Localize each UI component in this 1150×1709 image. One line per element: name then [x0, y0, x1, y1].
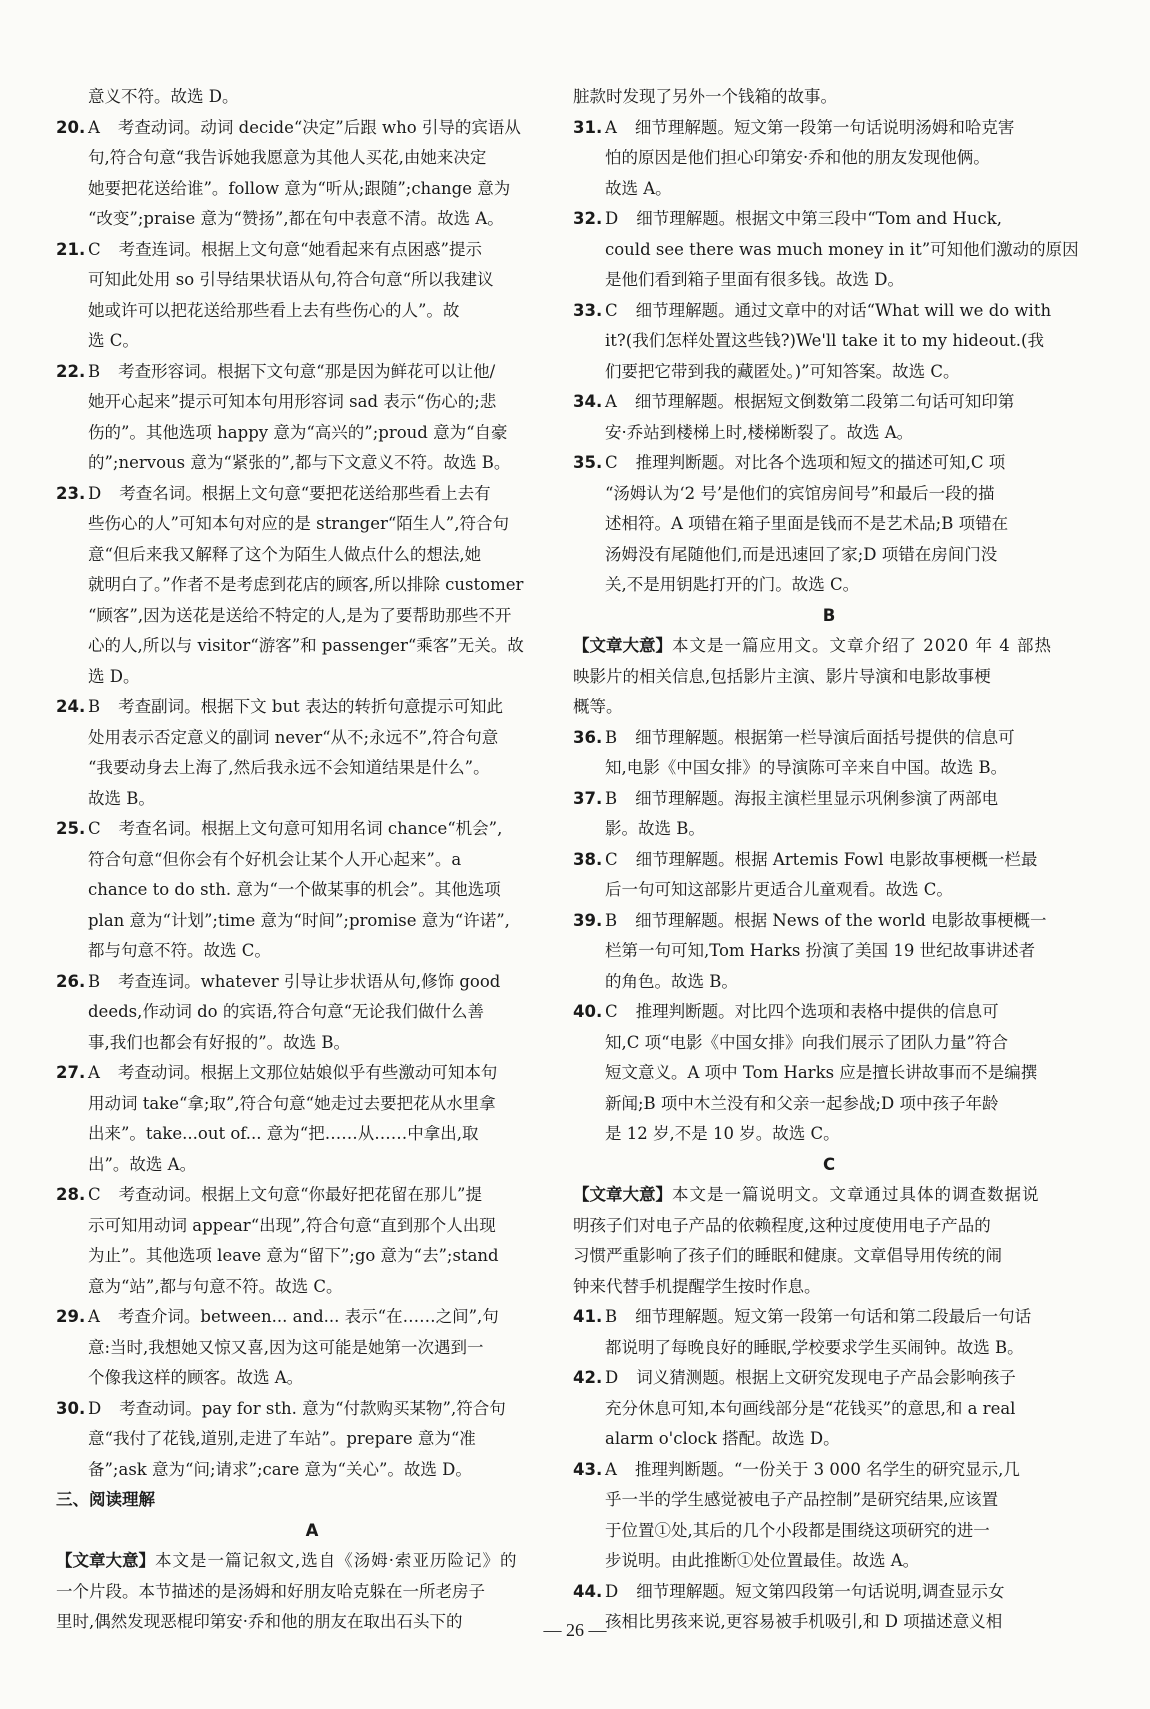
explanation-line: 汤姆没有尾随他们,而是迅速回了家;D 项错在房间门没 — [605, 544, 998, 564]
explanation-line: 心的人,所以与 visitor“游客”和 passenger“乘客”无关。故 — [88, 636, 524, 655]
explanation-line: 述相符。A 项错在箱子里面是钱而不是艺术品;B 项错在 — [605, 514, 1009, 533]
answer-item — [56, 967, 568, 998]
answer-letter: C — [605, 849, 618, 869]
answer-letter: A — [88, 117, 100, 137]
answer-letter: B — [605, 788, 618, 808]
explanation-line: 句,符合句意“我告诉她我愿意为其他人买花,由她来决定 — [88, 148, 487, 167]
explanation-line: 故选 B。 — [88, 788, 155, 808]
question-number: 35. — [573, 453, 603, 472]
explanation-text: 推理判断题。对比各个选项和短文的描述可知,C 项 — [635, 453, 1006, 472]
answer-letter: B — [605, 910, 618, 930]
answer-item — [573, 204, 1085, 235]
question-number: 38. — [573, 849, 603, 869]
explanation-line: 都说明了每晚良好的睡眠,学校要求学生买闹钟。故选 B。 — [605, 1337, 1024, 1357]
answer-letter: B — [605, 1307, 618, 1326]
explanation-line: 关,不是用钥匙打开的门。故选 C。 — [605, 575, 860, 594]
answer-item — [573, 1363, 1085, 1394]
question-number: 29. — [56, 1307, 86, 1326]
question-number: 43. — [573, 1459, 603, 1479]
explanation-line: 影。故选 B。 — [605, 819, 705, 838]
explanation-line: plan 意为“计划”;time 意为“时间”;promise 意为“许诺”, — [88, 910, 510, 930]
question-number: 30. — [56, 1398, 86, 1418]
answer-item — [56, 235, 568, 266]
summary-line: 一个片段。本节描述的是汤姆和好朋友哈克躲在一所老房子 — [56, 1581, 485, 1601]
question-number: 39. — [573, 910, 603, 930]
answer-letter: B — [605, 727, 618, 747]
explanation-line: 故选 A。 — [605, 178, 672, 198]
article-summary — [573, 631, 1085, 662]
explanation-line: 的”;nervous 意为“紧张的”,都与下文意义不符。故选 B。 — [88, 453, 511, 472]
question-number: 42. — [573, 1368, 603, 1387]
explanation-text: 考查动词。pay for sth. 意为“付款购买某物”,符合句 — [119, 1398, 506, 1418]
question-number: 21. — [56, 239, 86, 259]
summary-text: 本文是一篇记叙文,选自《汤姆·索亚历险记》的 — [155, 1551, 518, 1570]
answer-item — [56, 479, 568, 510]
explanation-text: 考查副词。根据下文 but 表达的转折句意提示可知此 — [118, 697, 503, 716]
answer-letter: B — [88, 361, 101, 381]
answer-letter: D — [88, 1398, 102, 1418]
explanation-line: 用动词 take“拿;取”,符合句意“她走过去要把花从水里拿 — [88, 1093, 496, 1113]
explanation-text: 细节理解题。短文第一段第一句话说明汤姆和哈克害 — [634, 117, 1015, 137]
answer-letter: A — [605, 392, 617, 411]
explanation-line: 安·乔站到楼梯上时,楼梯断裂了。故选 A。 — [605, 422, 914, 442]
answer-item — [56, 692, 568, 723]
answer-item — [573, 997, 1085, 1028]
explanation-text: 细节理解题。根据 News of the world 电影故事梗概一 — [635, 910, 1047, 930]
answer-letter: D — [605, 209, 619, 228]
explanation-text: 细节理解题。通过文章中的对话“What will we do with — [635, 300, 1052, 320]
explanation-line: deeds,作动词 do 的宾语,符合句意“无论我们做什么善 — [88, 1002, 485, 1021]
question-number: 25. — [56, 819, 86, 838]
explanation-line: “顾客”,因为送花是送给不特定的人,是为了要帮助那些不开 — [88, 605, 512, 625]
answer-item — [573, 113, 1085, 144]
answer-item — [573, 906, 1085, 937]
answer-item — [573, 845, 1085, 876]
explanation-text: 细节理解题。根据短文倒数第二段第二句话可知印第 — [634, 392, 1015, 411]
explanation-text: 考查动词。根据上文那位姑娘似乎有些激动可知本句 — [117, 1063, 498, 1082]
answer-letter: D — [605, 1368, 619, 1387]
question-number: 27. — [56, 1063, 86, 1082]
explanation-text: 细节理解题。短文第四段第一句话说明,调查显示女 — [636, 1581, 1005, 1601]
explanation-text: 细节理解题。根据文中第三段中“Tom and Huck, — [636, 209, 1002, 228]
explanation-line: could see there was much money in it”可知他们激动的原因 — [605, 239, 1079, 259]
explanation-line: 的角色。故选 B。 — [605, 971, 738, 991]
summary-text: 本文是一篇说明文。文章通过具体的调查数据说 — [672, 1185, 1040, 1204]
page-number: — 26 — — [543, 1620, 607, 1640]
explanation-text: 考查名词。根据上文句意可知用名词 chance“机会”, — [118, 819, 503, 838]
question-number: 22. — [56, 361, 86, 381]
explanation-line: 意义不符。故选 D。 — [88, 87, 239, 106]
answer-item — [573, 1302, 1085, 1333]
explanation-line: 伤的”。其他选项 happy 意为“高兴的”;proud 意为“自豪 — [88, 422, 508, 442]
summary-line: 习惯严重影响了孩子们的睡眠和健康。文章倡导用传统的闹 — [573, 1246, 1002, 1265]
question-number: 41. — [573, 1307, 603, 1326]
explanation-text: 考查动词。动词 decide“决定”后跟 who 引导的宾语从 — [117, 117, 521, 137]
answer-item — [573, 1455, 1085, 1486]
explanation-line: 就明白了。”作者不是考虑到花店的顾客,所以排除 customer — [88, 575, 524, 594]
explanation-text: 考查介词。between... and... 表示“在……之间”,句 — [117, 1307, 499, 1326]
question-number: 40. — [573, 1002, 603, 1021]
explanation-line: “我要动身去上海了,然后我永远不会知道结果是什么”。 — [88, 758, 490, 777]
explanation-line: 她开心起来”提示可知本句用形容词 sad 表示“伤心的;悲 — [88, 392, 497, 411]
question-number: 44. — [573, 1581, 603, 1601]
explanation-text: 考查连词。根据上文句意“她看起来有点困惑”提示 — [118, 239, 482, 259]
explanation-text: 细节理解题。根据 Artemis Fowl 电影故事梗概一栏最 — [635, 849, 1038, 869]
summary-line: 脏款时发现了另外一个钱箱的故事。 — [573, 87, 837, 106]
explanation-line: 出”。故选 A。 — [88, 1154, 197, 1174]
explanation-line: 短文意义。A 项中 Tom Harks 应是擅长讲故事而不是编撰 — [605, 1063, 1038, 1082]
explanation-text: 推理判断题。对比四个选项和表格中提供的信息可 — [635, 1002, 999, 1021]
explanation-line: 意为“站”,都与句意不符。故选 C。 — [88, 1276, 343, 1296]
explanation-line: 新闻;B 项中木兰没有和父亲一起参战;D 项中孩子年龄 — [605, 1093, 999, 1113]
explanation-line: 栏第一句可知,Tom Harks 扮演了美国 19 世纪故事讲述者 — [605, 941, 1036, 960]
answer-letter: C — [605, 1002, 618, 1021]
explanation-line: 意“但后来我又解释了这个为陌生人做点什么的想法,她 — [88, 544, 482, 564]
explanation-line: 可知此处用 so 引导结果状语从句,符合句意“所以我建议 — [88, 270, 494, 289]
summary-label: 【文章大意】 — [573, 1185, 672, 1204]
answer-letter: A — [605, 1459, 617, 1479]
answer-item — [56, 1302, 568, 1333]
answer-letter: B — [88, 697, 101, 716]
explanation-text: 细节理解题。根据第一栏导演后面括号提供的信息可 — [635, 727, 1015, 747]
explanation-line: “改变”;praise 意为“赞扬”,都在句中表意不清。故选 A。 — [88, 209, 504, 228]
answer-item — [56, 357, 568, 388]
explanation-line: 选 C。 — [88, 331, 139, 350]
summary-line: 明孩子们对电子产品的依赖程度,这种过度使用电子产品的 — [573, 1215, 991, 1235]
summary-text: 本文是一篇应用文。文章介绍了 2020 年 4 部热 — [672, 636, 1052, 655]
answer-letter: D — [605, 1581, 619, 1601]
summary-label: 【文章大意】 — [56, 1551, 155, 1570]
summary-line: 映影片的相关信息,包括影片主演、影片导演和电影故事梗 — [573, 666, 991, 686]
explanation-line: 怕的原因是他们担心印第安·乔和他的朋友发现他俩。 — [605, 148, 990, 167]
answer-item — [573, 723, 1085, 754]
answer-item — [573, 784, 1085, 815]
explanation-line: alarm o'clock 搭配。故选 D。 — [605, 1429, 840, 1448]
summary-line: 里时,偶然发现恶棍印第安·乔和他的朋友在取出石头下的 — [56, 1612, 463, 1631]
explanation-line: 知,电影《中国女排》的导演陈可辛来自中国。故选 B。 — [605, 758, 1008, 777]
answer-item — [56, 814, 568, 845]
question-number: 34. — [573, 392, 603, 411]
article-summary — [573, 1180, 1085, 1211]
explanation-line: 充分休息可知,本句画线部分是“花钱买”的意思,和 a real — [605, 1398, 1016, 1418]
explanation-text: 考查连词。whatever 引导让步状语从句,修饰 good — [118, 971, 501, 991]
answer-item — [573, 296, 1085, 327]
answer-item — [573, 448, 1085, 479]
answer-item — [56, 1394, 568, 1425]
explanation-line: 孩相比男孩来说,更容易被手机吸引,和 D 项描述意义相 — [605, 1612, 1003, 1631]
passage-heading: B — [822, 605, 836, 625]
explanation-line: 她或许可以把花送给那些看上去有些伤心的人”。故 — [88, 300, 460, 320]
article-summary — [56, 1546, 568, 1577]
answer-letter: B — [88, 971, 101, 991]
answer-letter: A — [605, 117, 617, 137]
explanation-line: 她要把花送给谁”。follow 意为“听从;跟随”;change 意为 — [88, 178, 511, 198]
explanation-line: 个像我这样的顾客。故选 A。 — [88, 1368, 304, 1387]
explanation-line: 后一句可知这部影片更适合儿童观看。故选 C。 — [605, 880, 953, 899]
answer-letter: C — [88, 1185, 101, 1204]
explanation-text: 细节理解题。短文第一段第一句话和第二段最后一句话 — [635, 1307, 1032, 1326]
explanation-text: 细节理解题。海报主演栏里显示巩俐参演了两部电 — [635, 788, 999, 808]
explanation-line: 示可知用动词 appear“出现”,符合句意“直到那个人出现 — [88, 1215, 496, 1235]
explanation-line: 们要把它带到我的藏匿处。)”可知答案。故选 C。 — [605, 361, 960, 381]
explanation-line: 些伤心的人”可知本句对应的是 stranger“陌生人”,符合句 — [88, 514, 509, 533]
answer-letter: A — [88, 1063, 100, 1082]
explanation-line: 为止”。其他选项 leave 意为“留下”;go 意为“去”;stand — [88, 1246, 499, 1265]
explanation-line: 事,我们也都会有好报的”。故选 B。 — [88, 1032, 351, 1052]
summary-line: 钟来代替手机提醒学生按时作息。 — [573, 1276, 821, 1296]
explanation-line: 都与句意不符。故选 C。 — [88, 941, 271, 960]
summary-line: 概等。 — [573, 697, 623, 716]
explanation-line: 备”;ask 意为“问;请求”;care 意为“关心”。故选 D。 — [88, 1459, 472, 1479]
explanation-line: “汤姆认为‘2 号’是他们的宾馆房间号”和最后一段的描 — [605, 483, 995, 503]
question-number: 31. — [573, 117, 603, 137]
explanation-line: 出来”。take...out of... 意为“把……从……中拿出,取 — [88, 1124, 479, 1143]
explanation-line: 步说明。由此推断①处位置最佳。故选 A。 — [605, 1551, 920, 1570]
question-number: 24. — [56, 697, 86, 716]
answer-letter: C — [605, 453, 618, 472]
question-number: 33. — [573, 300, 603, 320]
question-number: 23. — [56, 483, 86, 503]
explanation-line: it?(我们怎样处置这些钱?)We'll take it to my hideout.(我 — [605, 331, 1044, 350]
answer-item — [56, 1180, 568, 1211]
explanation-text: 考查名词。根据上文句意“要把花送给那些看上去有 — [119, 483, 491, 503]
explanation-text: 推理判断题。“一份关于 3 000 名学生的研究显示,几 — [634, 1459, 1020, 1479]
section-heading: 三、阅读理解 — [56, 1490, 155, 1509]
explanation-text: 考查形容词。根据下文句意“那是因为鲜花可以让他/ — [118, 361, 496, 381]
answer-letter: C — [605, 300, 618, 320]
explanation-text: 词义猜测题。根据上文研究发现电子产品会影响孩子 — [636, 1368, 1016, 1387]
answer-letter: D — [88, 483, 102, 503]
question-number: 26. — [56, 971, 86, 991]
explanation-line: 处用表示否定意义的副词 never“从不;永远不”,符合句意 — [88, 727, 499, 747]
answer-letter: C — [88, 819, 101, 838]
explanation-line: 是他们看到箱子里面有很多钱。故选 D。 — [605, 270, 904, 289]
answer-item — [573, 387, 1085, 418]
question-number: 32. — [573, 209, 603, 228]
explanation-line: 于位置①处,其后的几个小段都是围绕这项研究的进一 — [605, 1520, 990, 1540]
question-number: 36. — [573, 727, 603, 747]
explanation-line: 意:当时,我想她又惊又喜,因为这可能是她第一次遇到一 — [88, 1337, 484, 1357]
question-number: 37. — [573, 788, 603, 808]
explanation-line: chance to do sth. 意为“一个做某事的机会”。其他选项 — [88, 880, 501, 899]
passage-heading: C — [822, 1154, 836, 1174]
right-column — [573, 82, 1085, 1638]
summary-label: 【文章大意】 — [573, 636, 672, 655]
answer-item — [56, 113, 568, 144]
answer-item — [573, 1577, 1085, 1608]
left-column — [56, 82, 568, 1638]
explanation-line: 是 12 岁,不是 10 岁。故选 C。 — [605, 1124, 840, 1143]
answer-letter: C — [88, 239, 101, 259]
explanation-line: 乎一半的学生感觉被电子产品控制”是研究结果,应该置 — [605, 1490, 999, 1509]
explanation-text: 考查动词。根据上文句意“你最好把花留在那儿”提 — [118, 1185, 482, 1204]
question-number: 20. — [56, 117, 86, 137]
question-number: 28. — [56, 1185, 86, 1204]
answer-letter: A — [88, 1307, 100, 1326]
explanation-line: 选 D。 — [88, 666, 140, 686]
explanation-line: 符合句意“但你会有个好机会让某个人开心起来”。a — [88, 849, 462, 869]
passage-heading: A — [305, 1520, 319, 1540]
explanation-line: 意“我付了花钱,道别,走进了车站”。prepare 意为“准 — [88, 1429, 476, 1448]
answer-item — [56, 1058, 568, 1089]
explanation-line: 知,C 项“电影《中国女排》向我们展示了团队力量”符合 — [605, 1032, 1008, 1052]
